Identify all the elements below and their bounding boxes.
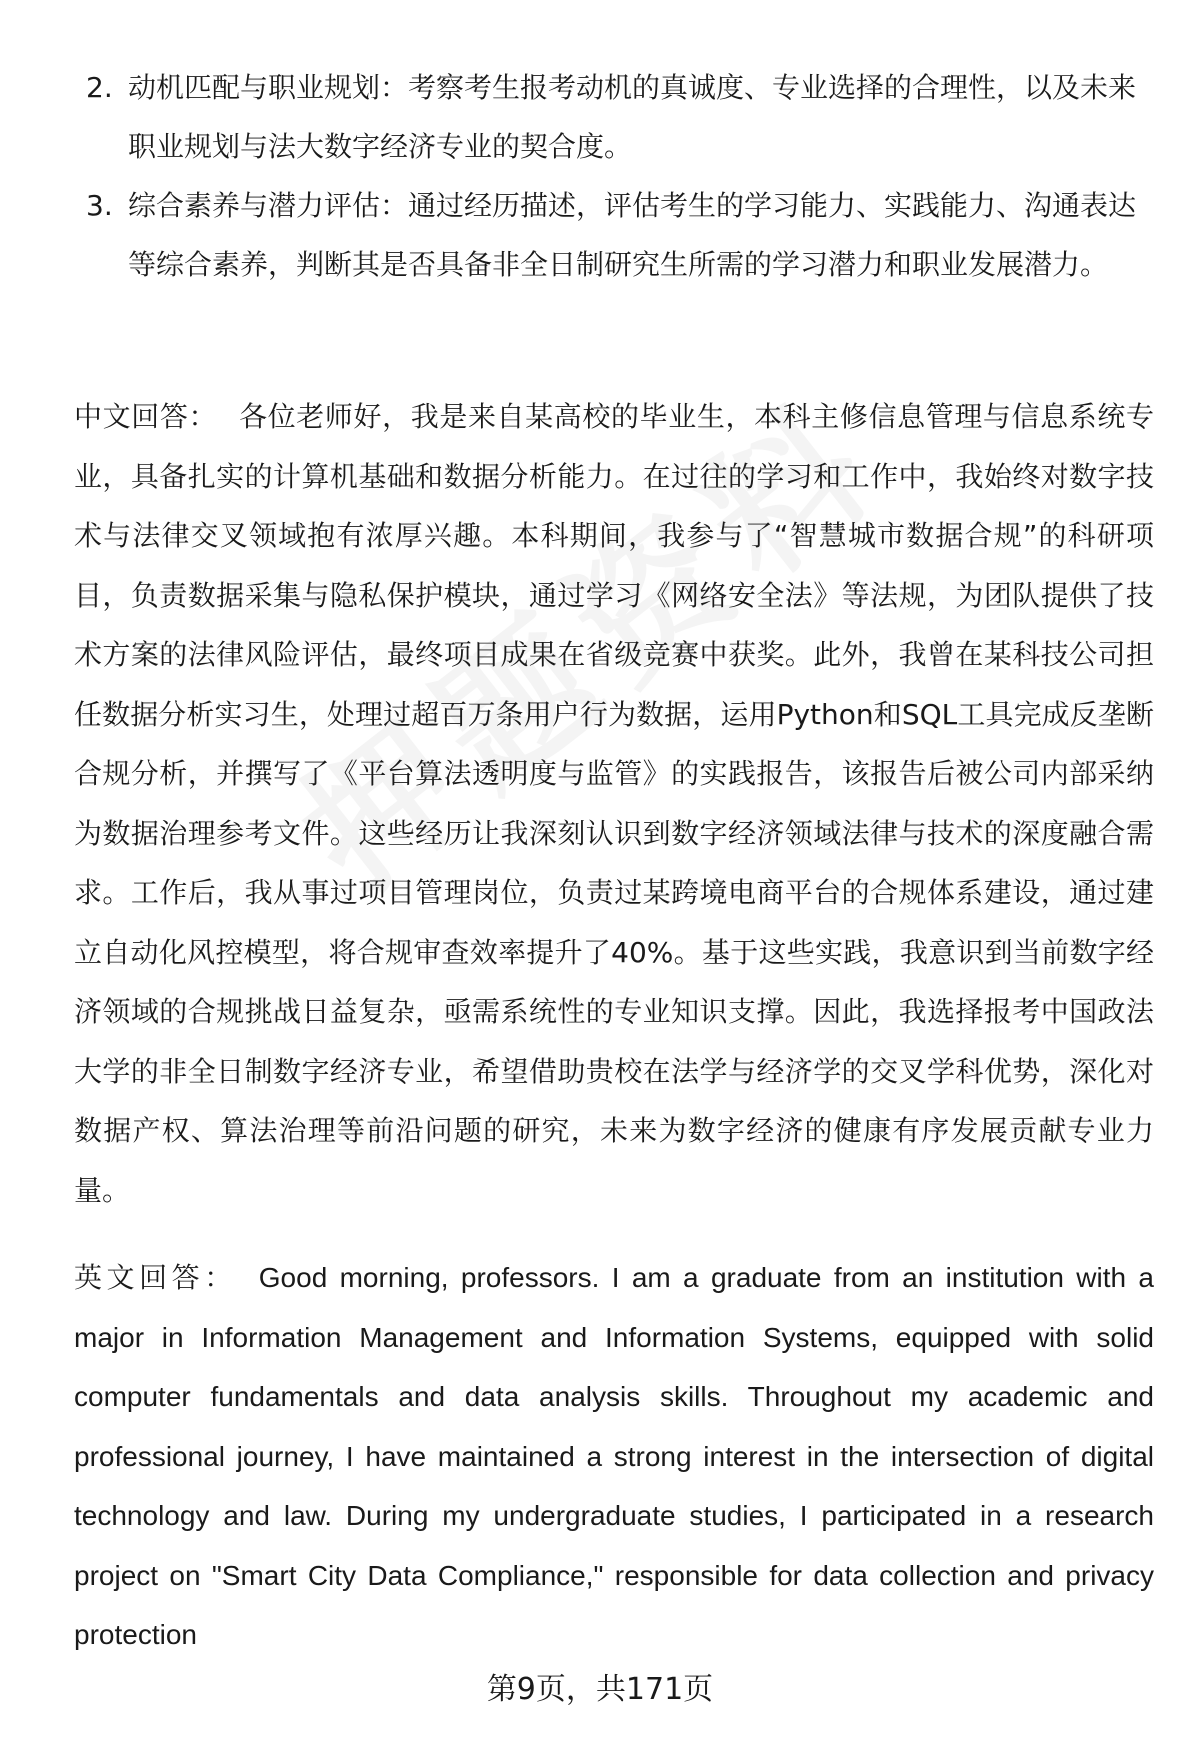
list-text: 动机匹配与职业规划：考察考生报考动机的真诚度、专业选择的合理性，以及未来职业规划与法大数字经济专业的契合度。 xyxy=(128,71,1137,163)
criteria-list xyxy=(74,58,1144,294)
page-footer: 第9页，共171页 xyxy=(486,1672,714,1707)
english-answer-paragraph xyxy=(74,1248,1154,1665)
list-item xyxy=(74,176,1144,294)
english-answer-label: 英文回答： xyxy=(74,1261,237,1294)
list-number: 2. xyxy=(86,71,113,104)
chinese-answer-paragraph xyxy=(74,387,1154,1220)
list-text: 综合素养与潜力评估：通过经历描述，评估考生的学习能力、实践能力、沟通表达等综合素养，判断其是否具备非全日制研究生所需的学习潜力和职业发展潜力。 xyxy=(128,189,1137,281)
chinese-answer-label: 中文回答： xyxy=(74,400,218,433)
list-number: 3. xyxy=(86,189,113,222)
english-answer-text: Good morning, professors. I am a graduate from an institution with a major in Information Management and Information Systems, equipped with solid computer fundamentals and data analysis skills. Throughout my academic and professional journey, I have maintained a strong interest in the intersection of digital technology and law. During my undergraduate studies, I participated in a research project on "Smart City Data Compliance," responsible for data collection and privacy protection xyxy=(74,1262,1154,1650)
chinese-answer-text: 各位老师好，我是来自某高校的毕业生，本科主修信息管理与信息系统专业，具备扎实的计算机基础和数据分析能力。在过往的学习和工作中，我始终对数字技术与法律交叉领域抱有浓厚兴趣。本科期间，我参与了“智慧城市数据合规”的科研项目，负责数据采集与隐私保护模块，通过学习《网络安全法》等法规，为团队提供了技术方案的法律风险评估，最终项目成果在省级竞赛中获奖。此外，我曾在某科技公司担任数据分析实习生，处理过超百万条用户行为数据，运用Python和SQL工具完成反垄断合规分析，并撰写了《平台算法透明度与监管》的实践报告，该报告后被公司内部采纳为数据治理参考文件。这些经历让我深刻认识到数字经济领域法律与技术的深度融合需求。工作后，我从事过项目管理岗位，负责过某跨境电商平台的合规体系建设，通过建立自动化风控模型，将合规审查效率提升了40%。基于这些实践，我意识到当前数字经济领域的合规挑战日益复杂，亟需系统性的专业知识支撑。因此，我选择报考中国政法大学的非全日制数字经济专业，希望借助贵校在法学与经济学的交叉学科优势，深化对数据产权、算法治理等前沿问题的研究，未来为数字经济的健康有序发展贡献专业力量。 xyxy=(74,400,1154,1207)
list-item xyxy=(74,58,1144,176)
